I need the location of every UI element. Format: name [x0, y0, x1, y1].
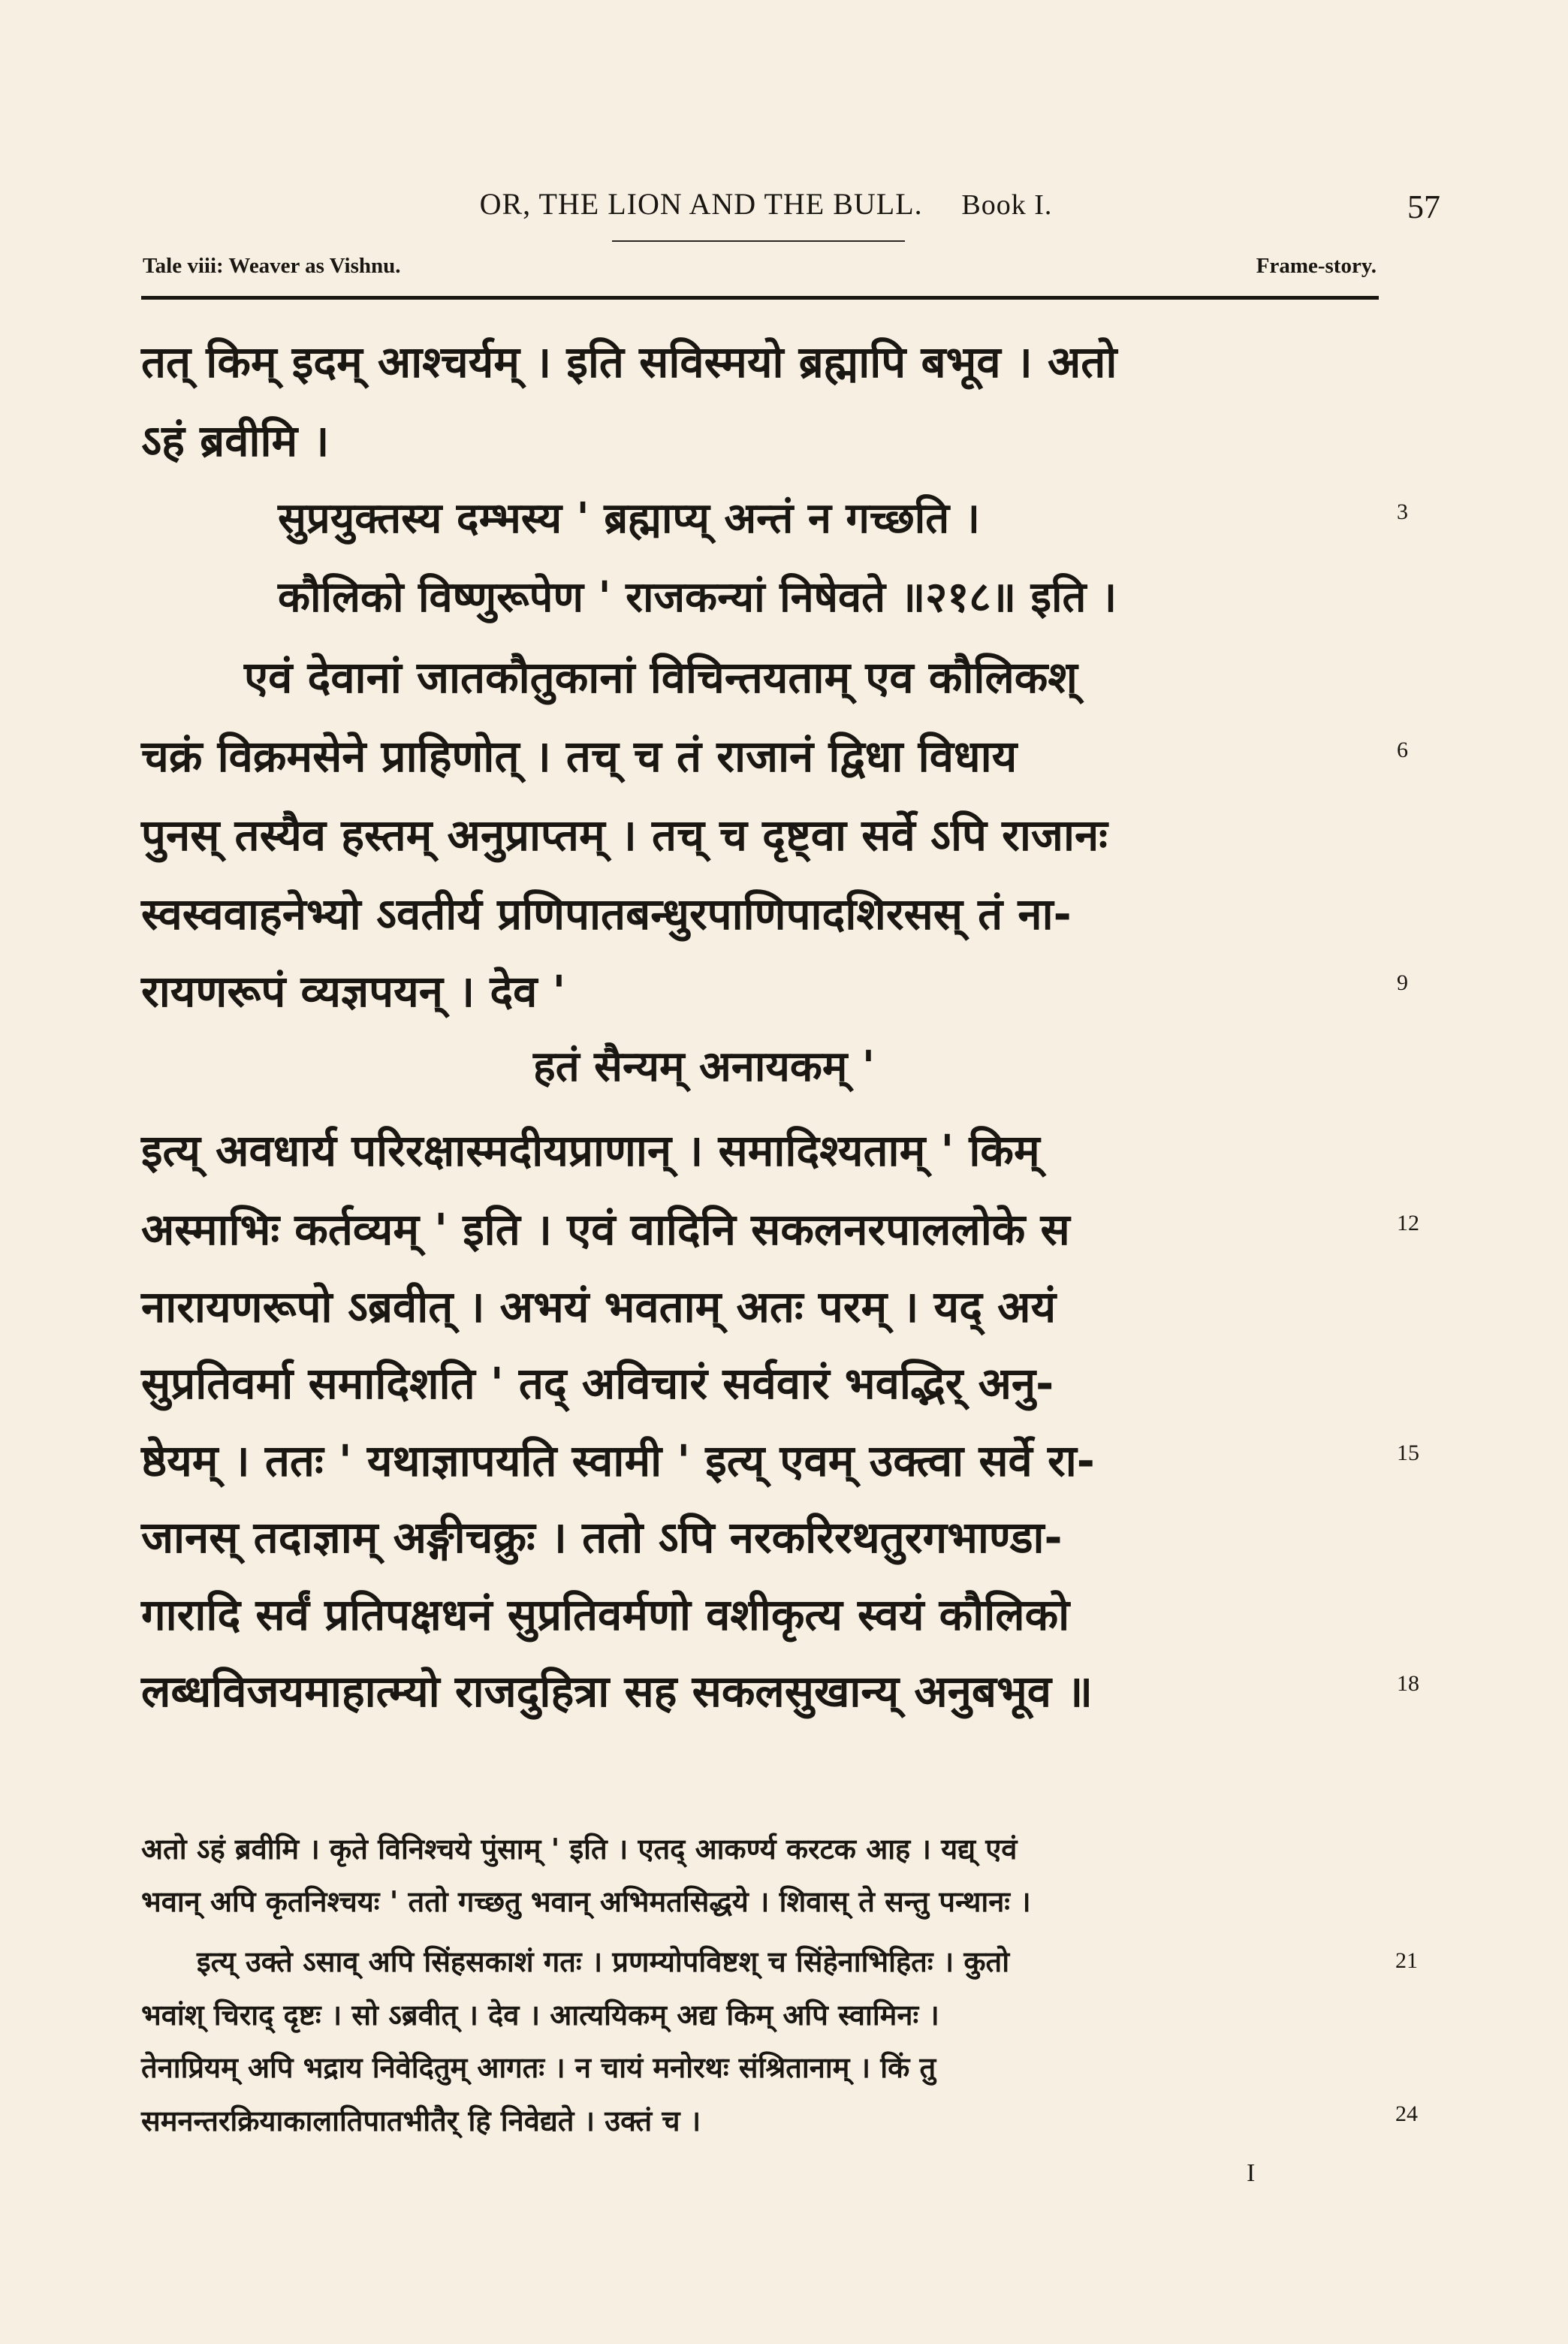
- text-line: ऽहं ब्रवीमि ।: [141, 415, 330, 466]
- header-rule: [141, 296, 1379, 300]
- running-head-book: Book I.: [961, 189, 1053, 221]
- line-number: 21: [1395, 1948, 1418, 1973]
- text-line: लब्धविजयमाहात्म्यो राजदुहित्रा सह सकलसुखान्य् अनुबभूव ॥: [141, 1666, 1093, 1717]
- verse-line: कौलिको विष्णुरूपेण ' राजकन्यां निषेवते ॥२१८॥ इति ।: [278, 573, 1117, 622]
- text-line: अस्माभिः कर्तव्यम् ' इति । एवं वादिनि सकलनरपाललोके स: [141, 1204, 1070, 1255]
- text-line: नारायणरूपो ऽब्रवीत् । अभयं भवताम् अतः परम् । यद् अयं: [141, 1281, 1057, 1332]
- line-number: 12: [1397, 1211, 1419, 1235]
- page-number: 57: [1407, 189, 1440, 225]
- verse-line: हतं सैन्यम् अनायकम् ': [533, 1042, 875, 1091]
- text-line: जानस् तदाज्ञाम् अङ्गीचक्रुः । ततो ऽपि नरकरिरथतुरगभाण्डा-: [141, 1512, 1063, 1563]
- line-number: 3: [1397, 499, 1408, 524]
- text-line: ष्ठेयम् । ततः ' यथाज्ञापयति स्वामी ' इत्य् एवम् उक्त्वा सर्वे रा-: [141, 1435, 1095, 1486]
- note-line: समनन्तरक्रियाकालातिपातभीतैर् हि निवेद्यते । उक्तं च ।: [141, 2104, 701, 2137]
- running-head-title: OR, THE LION AND THE BULL.: [479, 187, 923, 221]
- text-line: गारादि सर्वं प्रतिपक्षधनं सुप्रतिवर्मणो वशीकृत्य स्वयं कौलिको: [141, 1589, 1070, 1640]
- signature-mark: I: [1247, 2159, 1256, 2187]
- story-subhead: Frame-story.: [1256, 254, 1377, 278]
- text-line: सुप्रतिवर्मा समादिशति ' तद् अविचारं सर्ववारं भवद्भिर् अनु-: [141, 1358, 1054, 1409]
- text-line: तत् किम् इदम् आश्चर्यम् । इति सविस्मयो ब्रह्मापि बभूव । अतो: [141, 336, 1117, 388]
- text-line: इत्य् अवधार्य परिरक्षास्मदीयप्राणान् । समादिश्यताम् ' किम्: [141, 1125, 1040, 1176]
- line-number: 24: [1395, 2101, 1418, 2126]
- text-line: रायणरूपं व्यज्ञपयन् । देव ': [141, 966, 566, 1017]
- line-number: 15: [1397, 1440, 1419, 1465]
- line-number: 18: [1397, 1671, 1419, 1696]
- text-line: पुनस् तस्यैव हस्तम् अनुप्राप्तम् । तच् च दृष्ट्वा सर्वे ऽपि राजानः: [141, 810, 1108, 861]
- note-line: इत्य् उक्ते ऽसाव् अपि सिंहसकाशं गतः । प्रणम्योपविष्टश् च सिंहेनाभिहितः । कुतो: [197, 1945, 1010, 1978]
- running-head-rule: [612, 240, 905, 242]
- verse-line: सुप्रयुक्तस्य दम्भस्य ' ब्रह्माप्य् अन्तं न गच्छति ।: [278, 494, 980, 543]
- note-line: अतो ऽहं ब्रवीमि । कृते विनिश्चये पुंसाम् ' इति । एतद् आकर्ण्य करटक आह । यद्य् एवं: [141, 1833, 1018, 1866]
- line-number: 6: [1397, 738, 1408, 762]
- note-line: भवान् अपि कृतनिश्चयः ' ततो गच्छतु भवान् अभिमतसिद्धये । शिवास् ते सन्तु पन्थानः ।: [141, 1885, 1031, 1918]
- text-line: स्वस्ववाहनेभ्यो ऽवतीर्य प्रणिपातबन्धुरपाणिपादशिरसस् तं ना-: [141, 888, 1072, 940]
- text-line: चक्रं विक्रमसेने प्राहिणोत् । तच् च तं राजानं द्विधा विधाय: [141, 731, 1018, 782]
- note-line: तेनाप्रियम् अपि भद्राय निवेदितुम् आगतः । न चायं मनोरथः संश्रितानाम् । किं तु: [141, 2051, 936, 2084]
- line-number: 9: [1397, 970, 1408, 995]
- tale-subhead: Tale viii: Weaver as Vishnu.: [143, 254, 401, 278]
- running-head: [390, 186, 1141, 222]
- text-line: एवं देवानां जातकौतुकानां विचिन्तयताम् एव कौलिकश्: [244, 652, 1078, 703]
- note-line: भवांश् चिराद् दृष्टः । सो ऽब्रवीत् । देव । आत्ययिकम् अद्य किम् अपि स्वामिनः ।: [141, 1999, 939, 2032]
